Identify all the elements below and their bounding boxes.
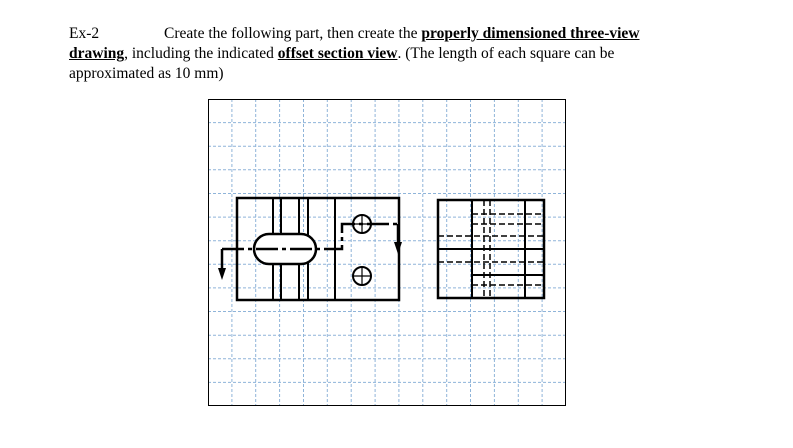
instruction-text-2b: . (The length of each square can be xyxy=(397,45,615,62)
cutting-plane-arrow-left-head xyxy=(218,268,226,280)
instruction-line-1 xyxy=(69,24,709,44)
exercise-label: Ex-2 xyxy=(69,25,100,42)
instruction-text-3: approximated as 10 mm) xyxy=(69,65,224,82)
emphasis-offset-section: offset section view xyxy=(277,45,398,62)
instruction-text-2a: , including the indicated xyxy=(124,45,278,62)
instruction-line-3 xyxy=(69,64,709,84)
grid-drawing-figure xyxy=(208,99,566,406)
side-view xyxy=(438,200,544,298)
instruction-text-1: Create the following part, then create the xyxy=(164,25,422,42)
cutting-plane-arrow-right-head xyxy=(394,242,402,254)
instruction-line-2 xyxy=(69,44,709,64)
exercise-instructions xyxy=(69,24,709,84)
emphasis-three-view: properly dimensioned three-view xyxy=(421,25,640,42)
emphasis-drawing: drawing xyxy=(69,45,125,62)
